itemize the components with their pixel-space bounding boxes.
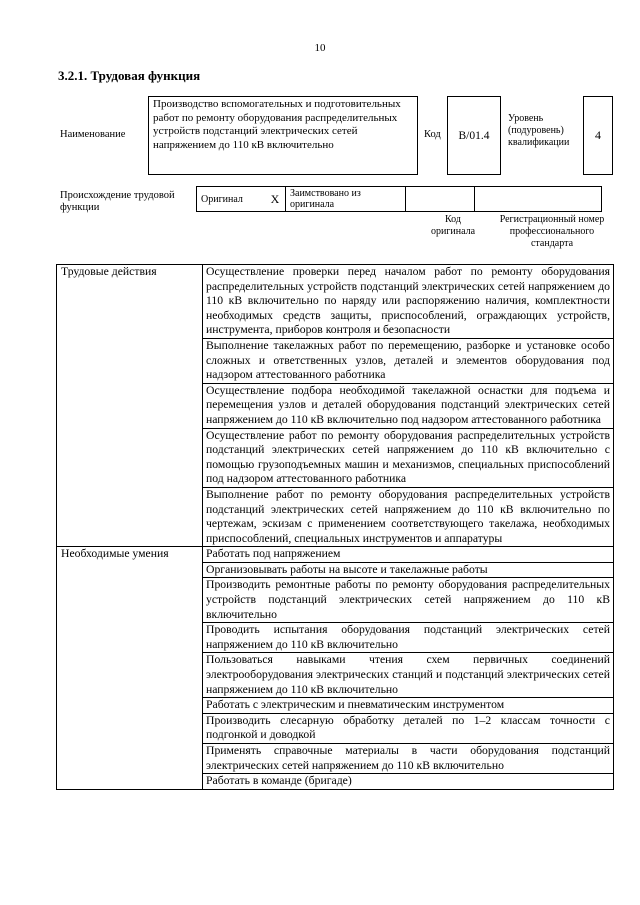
- borrowed-label: Заимствовано из оригинала: [286, 187, 406, 212]
- page-number: 10: [314, 42, 326, 54]
- skill-text: Применять справочные материалы в части оборудования подстанций электрических сетей напряжением до 110 кВ включительно: [203, 744, 614, 774]
- skill-heading: Необходимые умения: [57, 547, 203, 790]
- labor-action-text: Осуществление подбора необходимой такелажной оснастки для подъема и перемещения узлов и деталей оборудования подстанций электрических сетей напряжением до 110 кВ включительно под надзором аттестованного работника: [203, 383, 614, 428]
- function-name-box: Производство вспомогательных и подготовительных работ по ремонту оборудования распределительных устройств подстанций электрических сетей напряжением до 110 кВ включительно: [148, 96, 418, 175]
- labor-action-text: Выполнение такелажных работ по перемещению, разборке и установке особо сложных и ответственных узлов, деталей и элементов оборудования под надзором аттестованного работника: [203, 338, 614, 383]
- section-title: 3.2.1. Трудовая функция: [58, 68, 201, 83]
- labor-action-heading: Трудовые действия: [57, 265, 203, 547]
- original-code-caption: Код оригинала: [430, 214, 476, 237]
- skill-text: Работать в команде (бригаде): [203, 774, 614, 790]
- function-content-table: [56, 264, 614, 790]
- qualification-level-box: 4: [583, 96, 613, 175]
- labor-action-text: Выполнение работ по ремонту оборудования распределительных устройств подстанций электрических сетей напряжением до 110 кВ включительно по чертежам, эскизам с применением соответствующего такелажа, необходимых приспособлений, специальных инструментов и аппаратуры: [203, 487, 614, 546]
- skill-text: Производить слесарную обработку деталей по 1–2 классам точности с подгонкой и доводкой: [203, 713, 614, 743]
- code-value-box: B/01.4: [447, 96, 501, 175]
- skill-text: Пользоваться навыками чтения схем первичных соединений электрооборудования электрических станций и подстанций электрических сетей напряжением до 110 кВ включительно: [203, 653, 614, 698]
- labor-action-row: [57, 265, 614, 339]
- skill-text: Проводить испытания оборудования подстанций электрических сетей напряжением до 110 кВ включительно: [203, 623, 614, 653]
- name-label: Наименование: [60, 129, 126, 140]
- labor-action-text: Осуществление работ по ремонту оборудования распределительных устройств подстанций электрических сетей напряжением до 110 кВ включительно с помощью грузоподъемных машин и механизмов, специальных приспособлений под надзором аттестованного работника: [203, 428, 614, 487]
- skill-text: Производить ремонтные работы по ремонту оборудования распределительных устройств подстанций электрических сетей напряжением до 110 кВ включительно: [203, 578, 614, 623]
- code-label: Код: [424, 129, 441, 140]
- original-code-cell: [406, 187, 475, 212]
- skill-text: Организовывать работы на высоте и такелажные работы: [203, 562, 614, 578]
- registration-number-cell: [475, 187, 602, 212]
- origin-table: [196, 186, 602, 212]
- skill-text: Работать с электрическим и пневматическим инструментом: [203, 698, 614, 714]
- labor-action-text: Осуществление проверки перед началом работ по ремонту оборудования распределительных устройств подстанций электрических сетей напряжением до 110 кВ включительно по наряду или распоряжению наличия, комплектности необходимых средств защиты, приспособлений, ограждающих устройств, инструмента, приборов контроля и безопасности: [203, 265, 614, 339]
- skill-text: Работать под напряжением: [203, 547, 614, 563]
- original-label: Оригинал: [197, 187, 266, 212]
- skill-row: [57, 547, 614, 563]
- original-mark: X: [265, 187, 286, 212]
- qualification-level-label: Уровень (подуровень) квалификации: [508, 113, 570, 148]
- origin-label: Происхождение трудовой функции: [60, 190, 175, 213]
- registration-number-caption: Регистрационный номер профессионального стандарта: [499, 214, 605, 249]
